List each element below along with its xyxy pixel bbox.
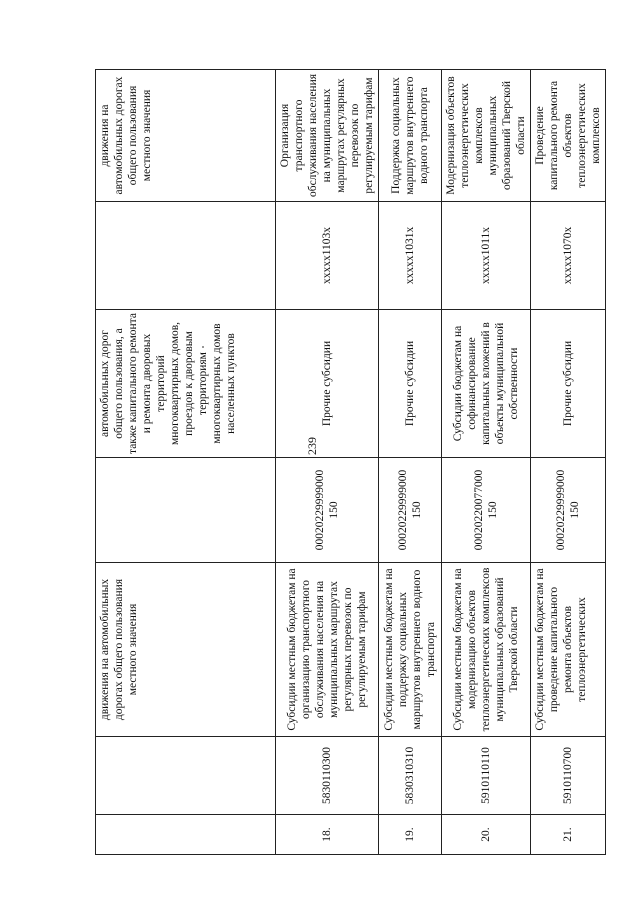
row-number: 20. [442,815,531,855]
page-number: 239 [305,437,319,455]
row-target-code: xxxxx1011x [442,202,531,310]
row-target-code [96,202,276,310]
row-name: Субсидии местным бюджетам на проведение капитального ремонта объектов теплоэнергетических [531,563,606,737]
row-kbk: 00020220077000 150 [442,458,531,563]
row-purpose: движения на автомобильных дорогах общего пользования местного значения [96,70,276,202]
row-subsidy-type: Прочие субсидии [531,310,606,458]
row-subsidy-type: автомобильных дорог общего пользования, а также капитального ремонта и ремонта дворовых территорий многоквартирных домов, проездов к дворовым территориям многоквартирных домов населенных пунктов [96,310,276,458]
row-code: 5910110700 [531,737,606,815]
row-subsidy-type: Прочие субсидии [276,310,379,458]
rotated-table-container [95,70,603,855]
row-kbk: 00020229999000 150 [379,458,442,563]
table-row [442,70,531,855]
row-purpose: Модернизация объектов теплоэнергетических комплексов муниципальных образований Тверской области [442,70,531,202]
row-code: 5830110300 [276,737,379,815]
row-code: 5910110110 [442,737,531,815]
row-purpose: Поддержка социальных маршрутов внутреннего водного транспорта [379,70,442,202]
table-row [379,70,442,855]
row-kbk [96,458,276,563]
row-number [96,815,276,855]
row-number: 21. [531,815,606,855]
row-subsidy-type: Субсидии бюджетам на софинансирование капитальных вложений в объекты муниципальной собственности [442,310,531,458]
row-target-code: xxxxx1070x [531,202,606,310]
row-number: 19. [379,815,442,855]
table-row [531,70,606,855]
row-name: Субсидии местным бюджетам на модернизацию объектов теплоэнергетических комплексов муниципальных образований Тверской области [442,563,531,737]
row-name: Субсидии местным бюджетам на организацию транспортного обслуживания населения на муниципальных маршрутах регулярных перевозок по регулируемым тарифам [276,563,379,737]
row-purpose: Организация транспортного обслуживания населения на муниципальных маршрутах регулярных перевозок по регулируемым тарифам [276,70,379,202]
row-number: 18. [276,815,379,855]
row-target-code: xxxxx1103x [276,202,379,310]
row-subsidy-type: Прочие субсидии [379,310,442,458]
row-code: 5830310310 [379,737,442,815]
subsidy-table [95,69,606,855]
row-target-code: xxxxx1031x [379,202,442,310]
row-code [96,737,276,815]
row-name: движения на автомобильных дорогах общего пользования местного значения [96,563,276,737]
table-row [276,70,379,855]
row-name: Субсидии местным бюджетам на поддержку социальных маршрутов внутреннего водного транспорта [379,563,442,737]
row-purpose: Проведение капитального ремонта объектов теплоэнергетических комплексов [531,70,606,202]
row-kbk: 00020229999000 150 [531,458,606,563]
row-kbk: 00020229999000 150 [276,458,379,563]
table-row [96,70,276,855]
